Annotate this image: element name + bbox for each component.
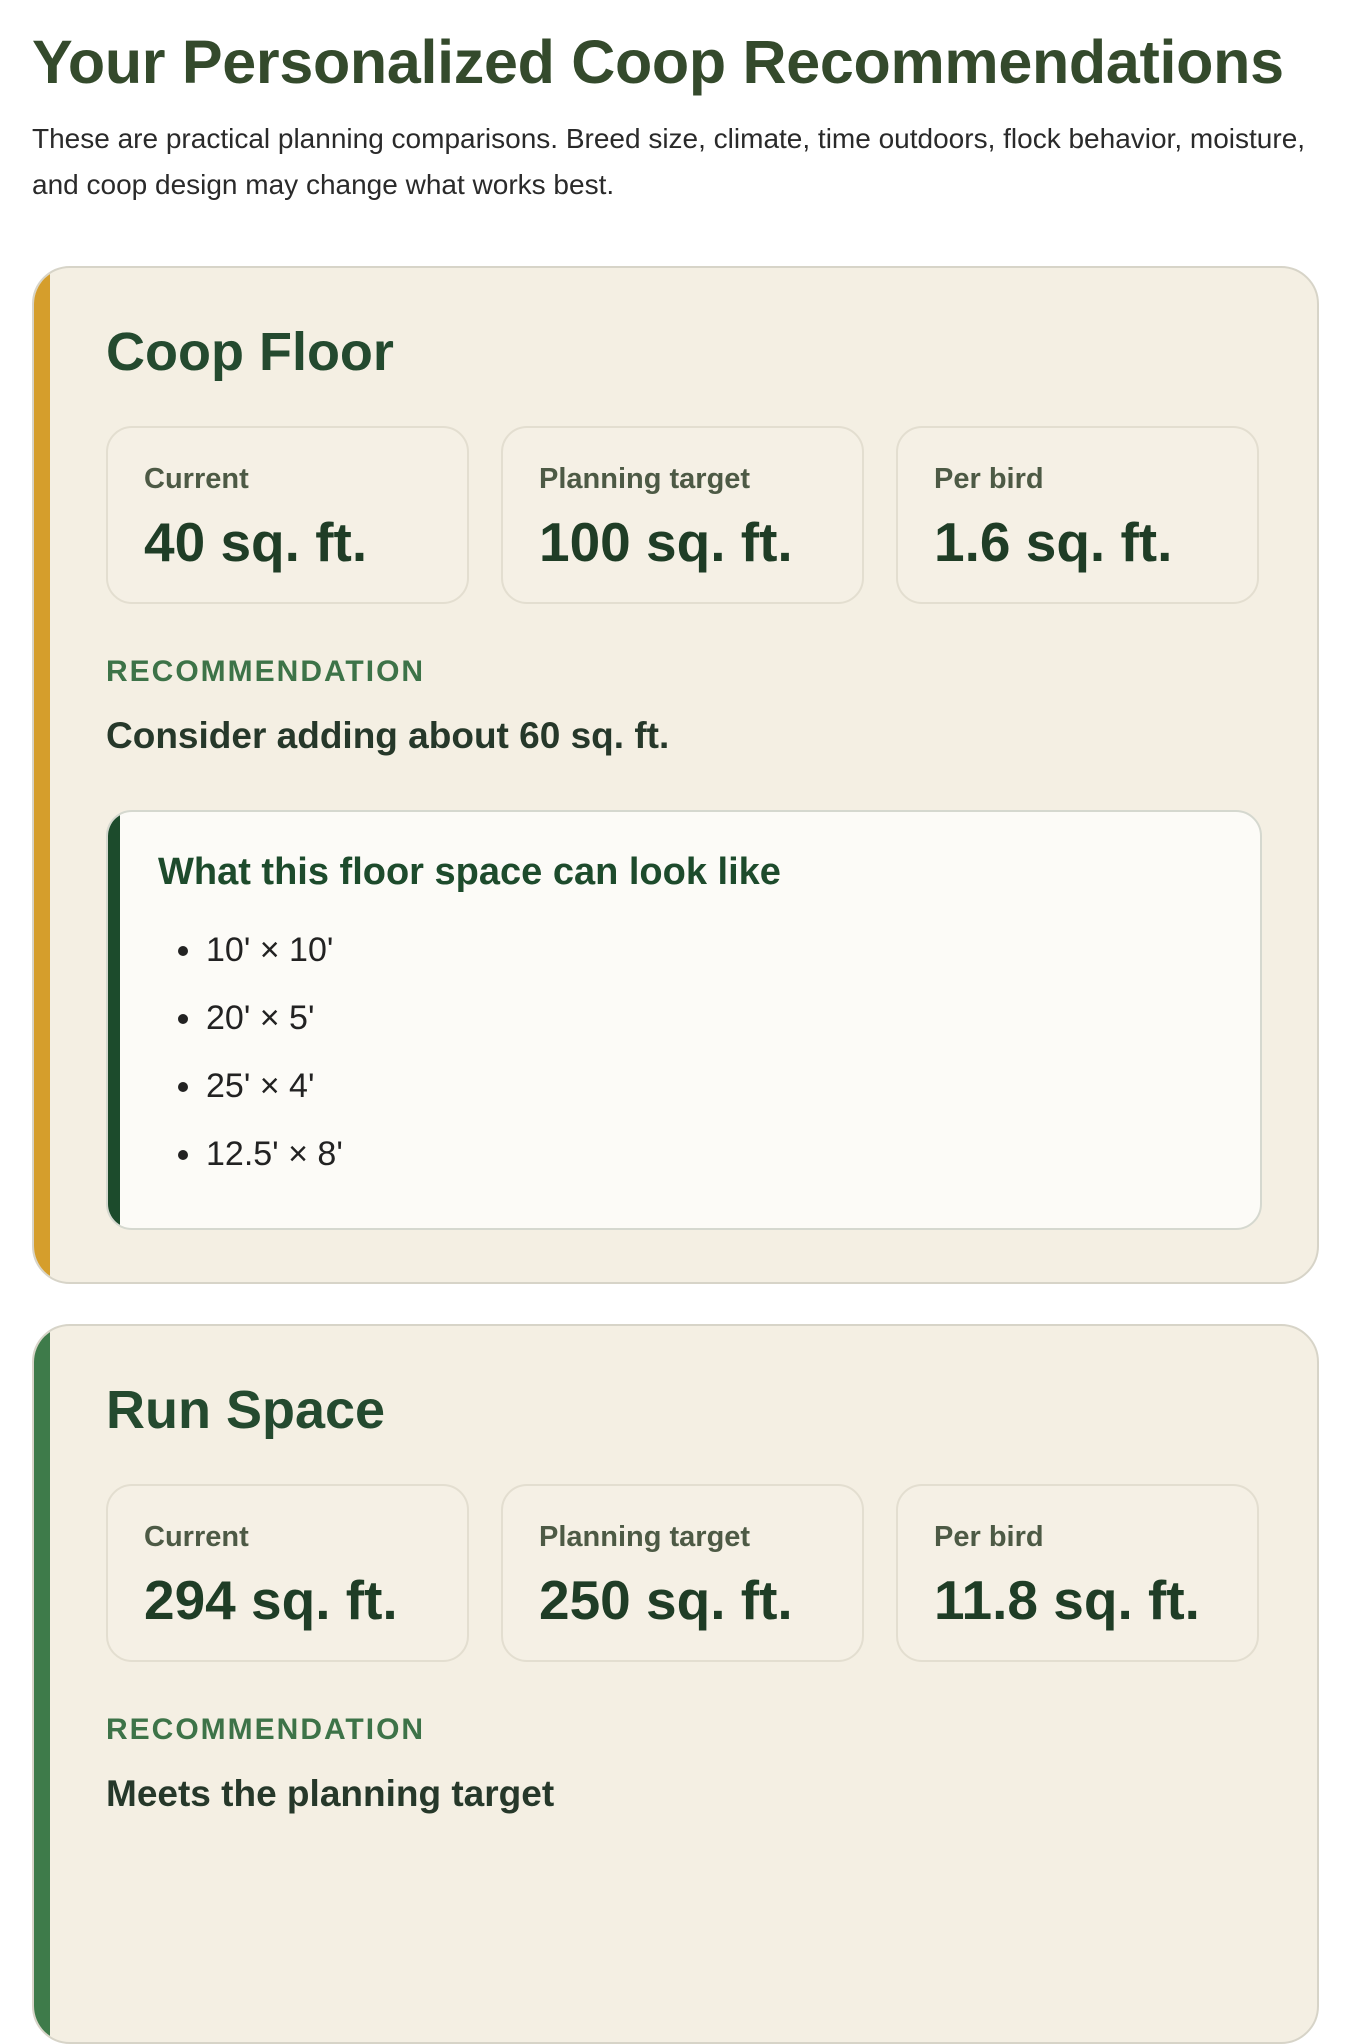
stat-value: 294 sq. ft. (144, 1569, 398, 1631)
run-space-card (32, 1324, 1319, 2044)
recommendation-text: Consider adding about 60 sq. ft. (106, 715, 670, 756)
stat-label: Planning target (539, 463, 751, 495)
stat-per-bird (896, 426, 1259, 604)
list-item: 25' × 4' (158, 1052, 1220, 1120)
recommendation-label: RECOMMENDATION (106, 655, 426, 688)
list-item: 12.5' × 8' (158, 1120, 1220, 1188)
stat-value: 40 sq. ft. (144, 511, 368, 573)
layout-examples-title: What this floor space can look like (158, 851, 781, 893)
layout-examples-list (158, 916, 1220, 1188)
stat-label: Planning target (539, 1521, 751, 1553)
stat-current (106, 1484, 469, 1662)
stat-value: 100 sq. ft. (539, 511, 793, 573)
stats-row (106, 426, 1259, 604)
stat-value: 11.8 sq. ft. (934, 1569, 1200, 1631)
list-item: 20' × 5' (158, 984, 1220, 1052)
stat-value: 250 sq. ft. (539, 1569, 793, 1631)
page-title: Your Personalized Coop Recommendations (32, 28, 1284, 96)
card-title: Coop Floor (106, 322, 394, 382)
stat-value: 1.6 sq. ft. (934, 511, 1173, 573)
list-item: 10' × 10' (158, 916, 1220, 984)
stat-label: Per bird (934, 463, 1044, 495)
stat-label: Per bird (934, 1521, 1044, 1553)
recommendation-text: Meets the planning target (106, 1773, 555, 1814)
stats-row (106, 1484, 1259, 1662)
stat-label: Current (144, 463, 249, 495)
stat-planning-target (501, 1484, 864, 1662)
coop-floor-card (32, 266, 1319, 1284)
stat-current (106, 426, 469, 604)
stat-per-bird (896, 1484, 1259, 1662)
card-title: Run Space (106, 1380, 386, 1440)
stat-label: Current (144, 1521, 249, 1553)
page-intro: These are practical planning comparisons. Breed size, climate, time outdoors, flock behavior, moisture, and coop design may change what works best. (32, 123, 1306, 200)
stat-planning-target (501, 426, 864, 604)
recommendation-label: RECOMMENDATION (106, 1713, 426, 1746)
floor-layout-examples (106, 810, 1262, 1230)
